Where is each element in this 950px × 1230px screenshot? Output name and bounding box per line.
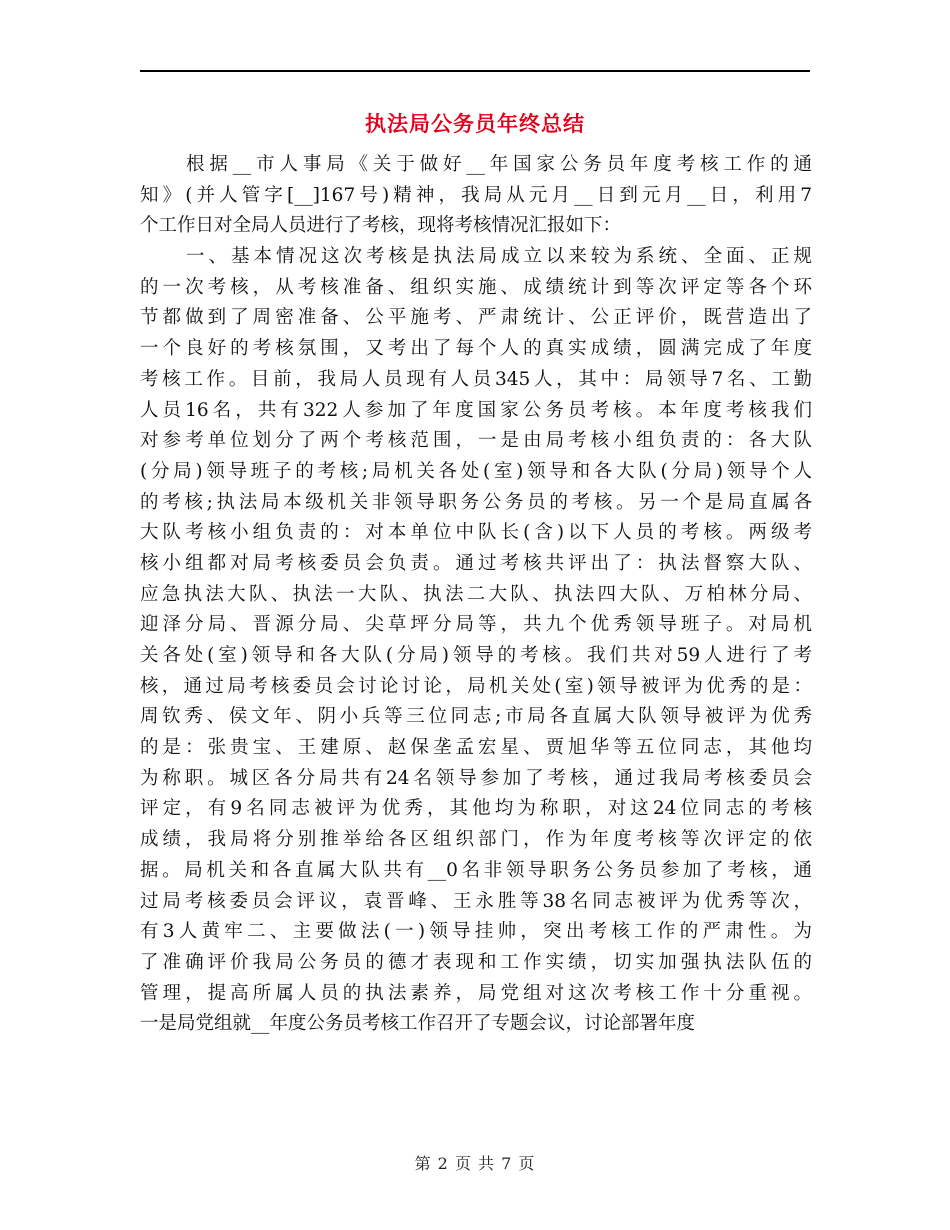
header-rule [140, 70, 810, 72]
document-title: 执法局公务员年终总结 [365, 111, 585, 136]
body-line: 的是：张贵宝、王建原、赵保垄孟宏星、贾旭华等五位同志，其他均 [140, 737, 812, 759]
body-line: 考核工作。目前，我局人员现有人员345人，其中：局领导7名、工勤 [140, 368, 812, 390]
body-line: 迎泽分局、晋源分局、尖草坪分局等，共九个优秀领导班子。对局机 [140, 614, 812, 636]
body-line: 一、基本情况这次考核是执法局成立以来较为系统、全面、正规 [186, 246, 812, 268]
body-line: 人员16名，共有322人参加了年度国家公务员考核。本年度考核我们 [140, 399, 812, 421]
body-line: 一是局党组就__年度公务员考核工作召开了专题会议，讨论部署年度 [140, 1013, 696, 1035]
body-line: (分局)领导班子的考核;局机关各处(室)领导和各大队(分局)领导个人 [140, 460, 812, 482]
document-body [140, 150, 812, 1040]
body-line: 大队考核小组负责的：对本单位中队长(含)以下人员的考核。两级考 [140, 522, 812, 544]
body-line: 的一次考核，从考核准备、组织实施、成绩统计到等次评定等各个环 [140, 276, 812, 298]
body-line: 为称职。城区各分局共有24名领导参加了考核，通过我局考核委员会 [140, 767, 812, 789]
body-line: 核小组都对局考核委员会负责。通过考核共评出了：执法督察大队、 [140, 552, 812, 574]
body-line: 关各处(室)领导和各大队(分局)领导的考核。我们共对59人进行了考 [140, 645, 812, 666]
body-line: 有3人黄牢二、主要做法(一)领导挂帅，突出考核工作的严肃性。为 [140, 921, 812, 943]
body-line: 核，通过局考核委员会讨论讨论，局机关处(室)领导被评为优秀的是： [140, 675, 812, 697]
body-line: 知》(并人管字[__]167号)精神，我局从元月__日到元月__日，利用7 [140, 184, 812, 206]
body-line: 应急执法大队、执法一大队、执法二大队、执法四大队、万柏林分局、 [140, 583, 812, 605]
body-line: 了准确评价我局公务员的德才表现和工作实绩，切实加强执法队伍的 [140, 951, 812, 973]
body-line: 的考核;执法局本级机关非领导职务公务员的考核。另一个是局直属各 [140, 491, 812, 513]
body-line: 过局考核委员会评议，袁晋峰、王永胜等38名同志被评为优秀等次， [140, 890, 812, 912]
body-line: 一个良好的考核氛围，又考出了每个人的真实成绩，圆满完成了年度 [140, 338, 812, 360]
body-line: 据。局机关和各直属大队共有__0名非领导职务公务员参加了考核，通 [140, 859, 812, 881]
body-line: 周钦秀、侯文年、阴小兵等三位同志;市局各直属大队领导被评为优秀 [140, 706, 812, 728]
body-line: 根据__市人事局《关于做好__年国家公务员年度考核工作的通 [186, 154, 812, 175]
body-line: 对参考单位划分了两个考核范围，一是由局考核小组负责的：各大队 [140, 430, 812, 452]
body-line: 评定，有9名同志被评为优秀，其他均为称职，对这24位同志的考核 [140, 798, 812, 820]
page-footer: 第 2 页 共 7 页 [414, 1154, 536, 1173]
body-line: 个工作日对全局人员进行了考核，现将考核情况汇报如下： [140, 215, 622, 237]
body-line: 节都做到了周密准备、公平施考、严肃统计、公正评价，既营造出了 [140, 307, 812, 329]
body-line: 管理，提高所属人员的执法素养，局党组对这次考核工作十分重视。 [140, 982, 812, 1004]
body-line: 成绩，我局将分别推举给各区组织部门，作为年度考核等次评定的依 [140, 829, 812, 851]
